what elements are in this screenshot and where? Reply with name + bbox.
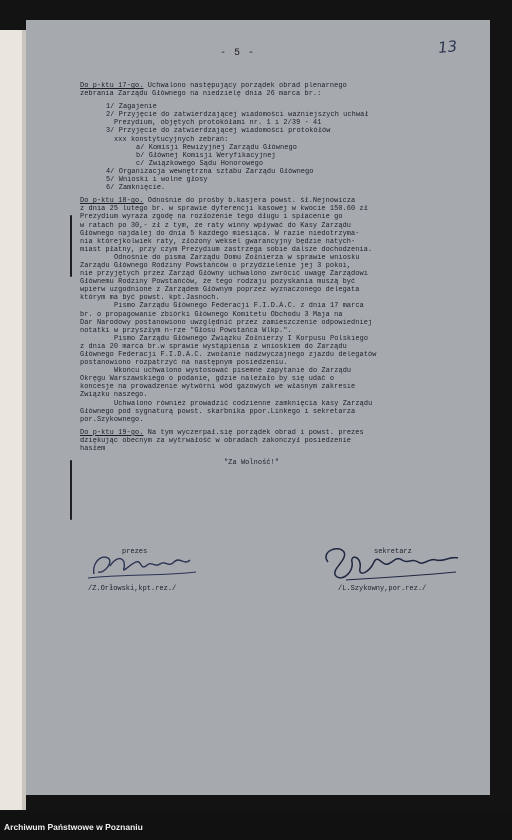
margin-mark-lower <box>70 460 72 520</box>
paragraph-start: Wkońcu uchwalono wystosować pisemne zapytanie do Zarządu <box>114 367 352 376</box>
agenda-subitem: a/ Komisji Rewizyjnej Zarządu Głównego <box>136 143 297 152</box>
agenda-subitem: c/ Związkowego Sądu Honorowego <box>136 159 264 168</box>
text-line: miast płatny, przy czym Prezydium zastrzega sobie dalsze dochodzenia. <box>80 245 373 254</box>
text-line: z dnia 25 lutego br. w sprawie dyferencji kasowej w kwocie 150.60 zł <box>80 205 368 214</box>
closing-motto: "Za Wolność!" <box>224 459 280 468</box>
text-line: nia którejkolwiek raty, złożony weksel gwarancyjny będzie natych- <box>80 237 356 246</box>
text-line: notatki w przyszłym n-rze "Głosu Powstańca Wlkp.". <box>80 326 292 335</box>
text-line: nie przyjętych przez Zarząd Główny uchwalono zwrócić uwagę Zarządowi <box>80 270 368 279</box>
text-line-rest: Uchwalono następujący porządek obrad plenarnego <box>143 82 347 90</box>
text-line <box>80 429 476 437</box>
paragraph-start: Uchwalono również prowadzić codzienne zamknięcia kasy Zarządu <box>114 399 373 408</box>
text-line <box>80 82 476 90</box>
signature-right-handwritten <box>316 542 466 586</box>
section-heading: Do p-ktu 19-go. <box>80 428 144 437</box>
agenda-item: 2/ Przyjęcie do zatwierdzającej wiadomości ważniejszych uchwał <box>106 111 369 120</box>
signature-name-right: /L.Szykowny,por.rez./ <box>338 585 427 593</box>
text-line: Prezydium wyraża zgodę na rozłożenie tego długu i spłacenie go <box>80 213 343 222</box>
agenda-item: 6/ Zamknięcie. <box>106 184 166 193</box>
margin-mark-upper <box>70 215 72 277</box>
signature-left-handwritten <box>84 544 202 584</box>
paragraph-start: Pismo Zarządu Głównego Związku Żołnierzy I Korpusu Polskiego <box>114 334 369 343</box>
text-line: dziękując obecnym za wytrwałość w obradach zakończył posiedzenie <box>80 436 352 445</box>
archive-footer <box>0 812 512 840</box>
paragraph-start: Odnośnie do pisma Zarządu Domu Żołnierza w sprawie wniosku <box>114 253 360 262</box>
text-line: Zarządu Głównego Rodziny Powstańców o przydzielenie jej 3 pokoi, <box>80 261 352 270</box>
section-heading: Do p-ktu 18-go. <box>80 197 144 206</box>
paragraph-start: Pismo Zarządu Głównego Federacji F.I.D.A.C. z dnia 17 marca <box>114 302 364 311</box>
document-page <box>26 20 490 795</box>
text-line: koncesje na prowadzenie wytwórni wód gazowych we własnym zakresie <box>80 383 356 392</box>
text-line: br. o propagowanie zbiórki Głównego Komitetu Obchodu 3 Maja na <box>80 310 343 319</box>
text-line: Głównego najdalej do dnia 5 każdego miesiąca. W razie niedotrzyma- <box>80 229 360 238</box>
document-body <box>80 82 476 467</box>
text-line-rest: Odnośnie do prośby b.kasjera powst. śł.Nejnowicza <box>143 197 356 206</box>
signature-role-right: sekretarz <box>374 548 412 556</box>
text-line: postanowiono rozpatrzyć na następnym posiedzeniu. <box>80 359 288 368</box>
agenda-item: 3/ Przyjęcie do zatwierdzającej wiadomości protokółów <box>106 127 331 136</box>
text-line: Związku naszego. <box>80 391 148 400</box>
text-line: por.Szykownego. <box>80 415 144 424</box>
text-line: Głównego Federacji F.I.D.A.C. zwołanie nadzwyczajnego zjazdu delegatów <box>80 351 377 359</box>
archive-name: Archiwum Państwowe w Poznaniu <box>4 822 143 832</box>
text-line: Dar Narodowy postanowiono uwzględnić przez zamieszczenie odpowiedniej <box>80 318 373 327</box>
signature-name-left: /Z.Orłowski,kpt.rez./ <box>88 585 177 593</box>
folio-number: 13 <box>437 37 458 57</box>
signature-role-left: prezes <box>122 548 148 556</box>
agenda-item-continuation: xxx konstytucyjnych zebrań: <box>114 135 229 144</box>
text-line: zebrania Zarządu Głównego na niedzielę dnia 26 marca br.: <box>80 90 322 99</box>
text-line: z dnia 20 marca br.w sprawie wystąpienia z wnioskiem do Zarządu <box>80 342 347 351</box>
agenda-item-continuation: Prezydium, objętych protokółami nr. 1 i 2/39 - 41 <box>114 119 322 128</box>
text-line: Okręgu Warszawskiego o podanie, gdzie należało by się udać o <box>80 375 335 384</box>
text-line: Głównego pod sygnaturą powst. skarbnika ppor.Linkego i sekretarza <box>80 407 356 416</box>
text-line: wpierw uzgodnione z Zarządem Głównym poprzez wyznaczonego delegata <box>80 286 360 295</box>
agenda-item: 4/ Organizacja wewnętrzna sztabu Zarządu Głównego <box>106 167 314 176</box>
agenda-subitem: b/ Głównej Komisji Weryfikacyjnej <box>136 151 276 160</box>
section-heading: Do p-ktu 17-go. <box>80 82 144 90</box>
page-number: - 5 - <box>220 48 256 59</box>
agenda-item: 5/ Wnioski i wolne głosy <box>106 176 208 185</box>
agenda-item: 1/ Zagajenie <box>106 103 157 112</box>
text-line: w ratach po 30,- zł z tym, że raty winny wpływać do Kasy Zarządu <box>80 221 352 230</box>
text-line <box>80 197 476 205</box>
text-line: którym ma być powst. kpt.Jasnoch. <box>80 294 220 303</box>
text-line-rest: Na tym wyczerpał.się porządek obrad i powst. prezes <box>143 428 364 437</box>
text-line: Głównemu Rodziny Powstańców, że tego rodzaju pozyskania muszą być <box>80 278 356 287</box>
text-line: hasłem <box>80 445 106 454</box>
binding-strip <box>0 30 26 810</box>
